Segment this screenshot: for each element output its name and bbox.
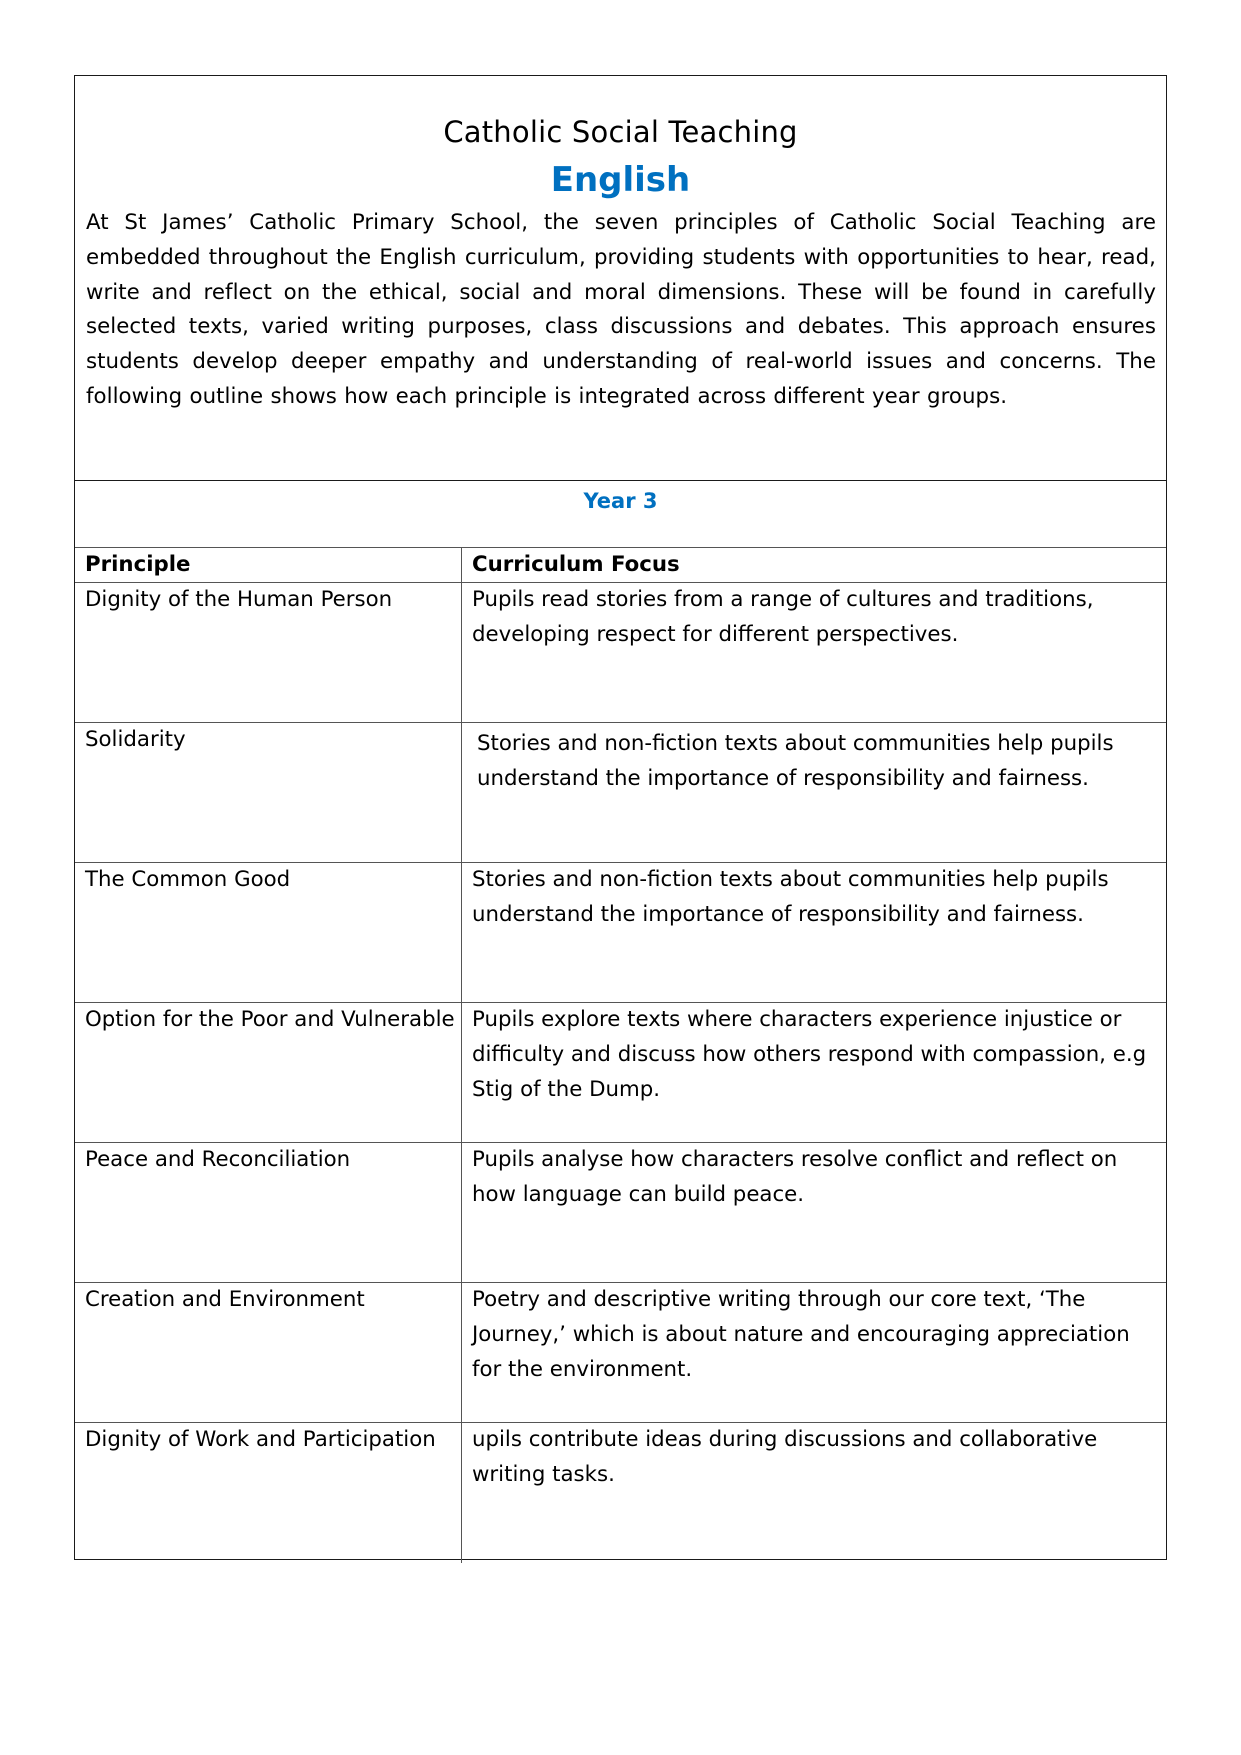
table-row: [75, 583, 1166, 723]
principle-cell: Solidarity: [75, 723, 462, 862]
principle-cell: Dignity of the Human Person: [75, 583, 462, 722]
column-header-curriculum-focus: Curriculum Focus: [472, 552, 680, 577]
year-label: Year 3: [583, 489, 658, 513]
focus-cell: upils contribute ideas during discussions and collaborative writing tasks.: [472, 1427, 1098, 1487]
table-row: [75, 1283, 1166, 1423]
focus-cell: Pupils explore texts where characters experience injustice or difficulty and discuss how others respond with compassion, e.g Stig of the Dump.: [472, 1007, 1147, 1102]
document-title: Catholic Social Teaching: [443, 115, 798, 149]
table-row: [75, 1143, 1166, 1283]
focus-cell: Pupils analyse how characters resolve conflict and reflect on how language can build peace.: [472, 1147, 1118, 1207]
document-frame: [74, 75, 1167, 1560]
table-row: [75, 723, 1166, 863]
principle-cell: Creation and Environment: [75, 1283, 462, 1422]
table-row: [75, 1423, 1166, 1563]
principle-cell: Dignity of Work and Participation: [75, 1423, 462, 1563]
principle-cell: Option for the Poor and Vulnerable: [75, 1003, 462, 1142]
subject-heading: English: [550, 160, 691, 200]
table-row: [75, 1003, 1166, 1143]
focus-cell: Poetry and descriptive writing through our core text, ‘The Journey,’ which is about nature and encouraging appreciation for the environment.: [472, 1287, 1130, 1382]
column-header-principle: Principle: [75, 548, 462, 582]
intro-section: [75, 76, 1166, 481]
table-header-row: [75, 548, 1166, 583]
principle-cell: The Common Good: [75, 863, 462, 1002]
principle-cell: Peace and Reconciliation: [75, 1143, 462, 1282]
focus-cell: Pupils read stories from a range of cultures and traditions, developing respect for different perspectives.: [472, 587, 1094, 647]
table-row: [75, 863, 1166, 1003]
principles-table: [75, 548, 1166, 1563]
intro-paragraph: At St James’ Catholic Primary School, the seven principles of Catholic Social Teaching are embedded throughout the English curriculum, providing students with opportunities to hear, read, write and reflect on the ethical, social and moral dimensions. These will be found in carefully selected texts, varied writing purposes, class discussions and debates. This approach ensures students develop deeper empathy and understanding of real-world issues and concerns. The following outline shows how each principle is integrated across different year groups.: [86, 210, 1156, 409]
year-heading-row: [75, 481, 1166, 548]
focus-cell: Stories and non-fiction texts about communities help pupils understand the importance of responsibility and fairness.: [472, 867, 1109, 927]
focus-cell: Stories and non-fiction texts about communities help pupils understand the importance of responsibility and fairness.: [477, 731, 1114, 791]
